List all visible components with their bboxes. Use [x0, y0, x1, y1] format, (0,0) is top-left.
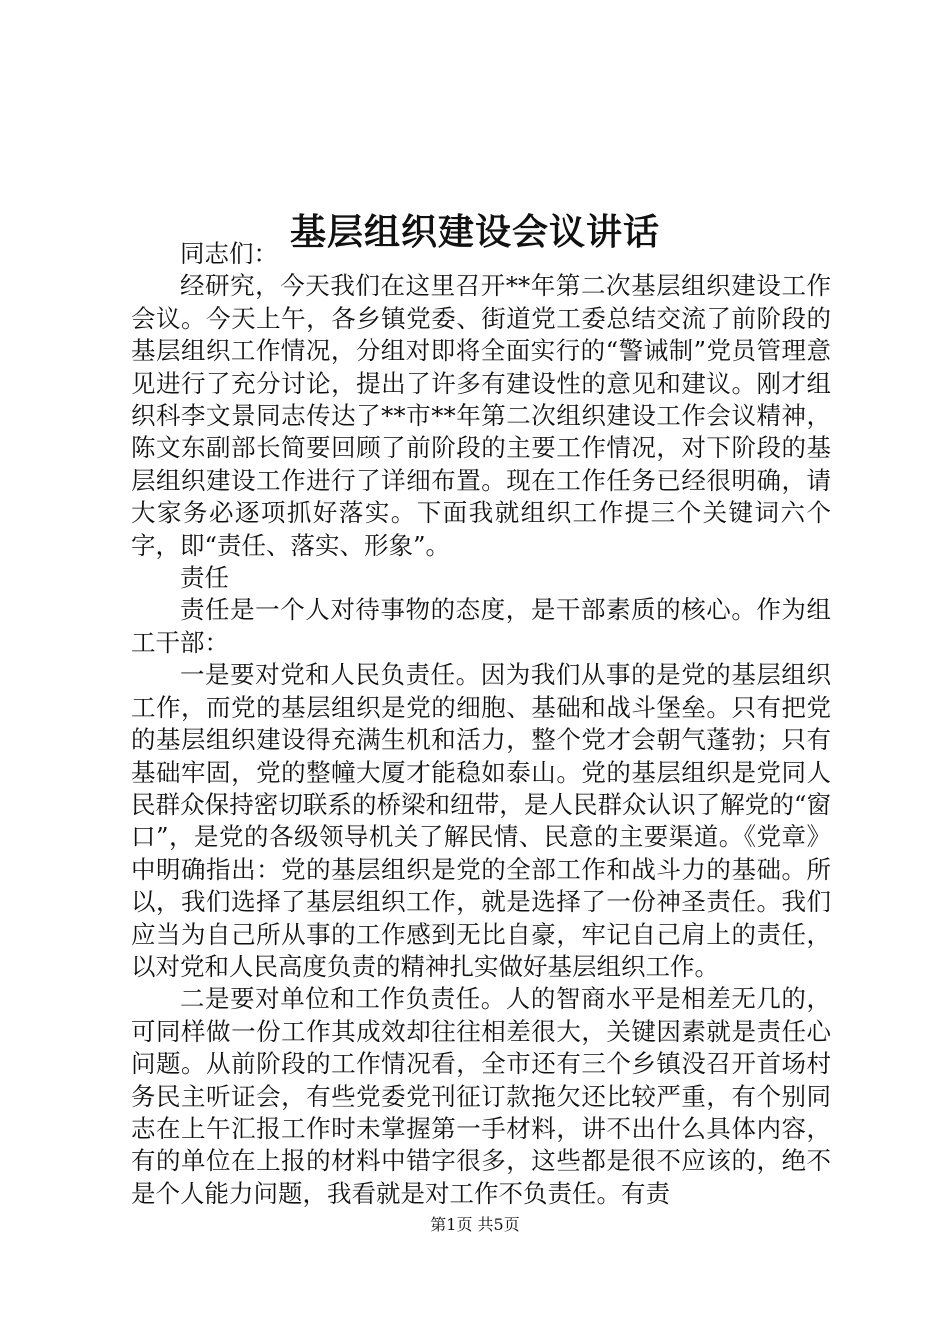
point-two-paragraph: 二是要对单位和工作负责任。人的智商水平是相差无几的，可同样做一份工作其成效却往往相差很大，关键因素就是责任心问题。从前阶段的工作情况看，全市还有三个乡镇没召开首场村务民主听证会，有些党委党刊征订款拖欠还比较严重，有个别同志在上午汇报工作时未掌握第一手材料，讲不出什么具体内容，有的单位在上报的材料中错字很多，这些都是很不应该的，绝不是个人能力问题，我看就是对工作不负责任。有责 — [131, 984, 831, 1208]
point-one-paragraph: 一是要对党和人民负责任。因为我们从事的是党的基层组织工作，而党的基层组织是党的细胞、基础和战斗堡垒。只有把党的基层组织建设得充满生机和活力，整个党才会朝气蓬勃；只有基础牢固，党的整幢大厦才能稳如泰山。党的基层组织是党同人民群众保持密切联系的桥梁和纽带，是人民群众认识了解党的“窗口”，是党的各级领导机关了解民情、民意的主要渠道。《党章》中明确指出：党的基层组织是党的全部工作和战斗力的基础。所以，我们选择了基层组织工作，就是选择了一份神圣责任。我们应当为自己所从事的工作感到无比自豪，牢记自己肩上的责任，以对党和人民高度负责的精神扎实做好基层组织工作。 — [131, 660, 831, 981]
page-footer: 第1页 共5页 — [430, 1215, 520, 1234]
document-body — [131, 238, 831, 1210]
section-heading-responsibility: 责任 — [180, 563, 229, 593]
responsibility-intro-paragraph: 责任是一个人对待事物的态度，是干部素质的核心。作为组工干部： — [131, 595, 831, 657]
salutation-paragraph: 同志们： — [180, 239, 278, 268]
intro-paragraph: 经研究，今天我们在这里召开**年第二次基层组织建设工作会议。今天上午，各乡镇党委、街道党工委总结交流了前阶段的基层组织工作情况，分组对即将全面实行的“警诫制”党员管理意见进行了充分讨论，提出了许多有建设性的意见和建议。刚才组织科李文景同志传达了**市**年第二次组织建设工作会议精神，陈文东副部长简要回顾了前阶段的主要工作情况，对下阶段的基层组织建设工作进行了详细布置。现在工作任务已经很明确，请大家务必逐项抓好落实。下面我就组织工作提三个关键词六个字，即“责任、落实、形象”。 — [131, 271, 831, 560]
document-title: 基层组织建设会议讲话 — [289, 211, 660, 254]
